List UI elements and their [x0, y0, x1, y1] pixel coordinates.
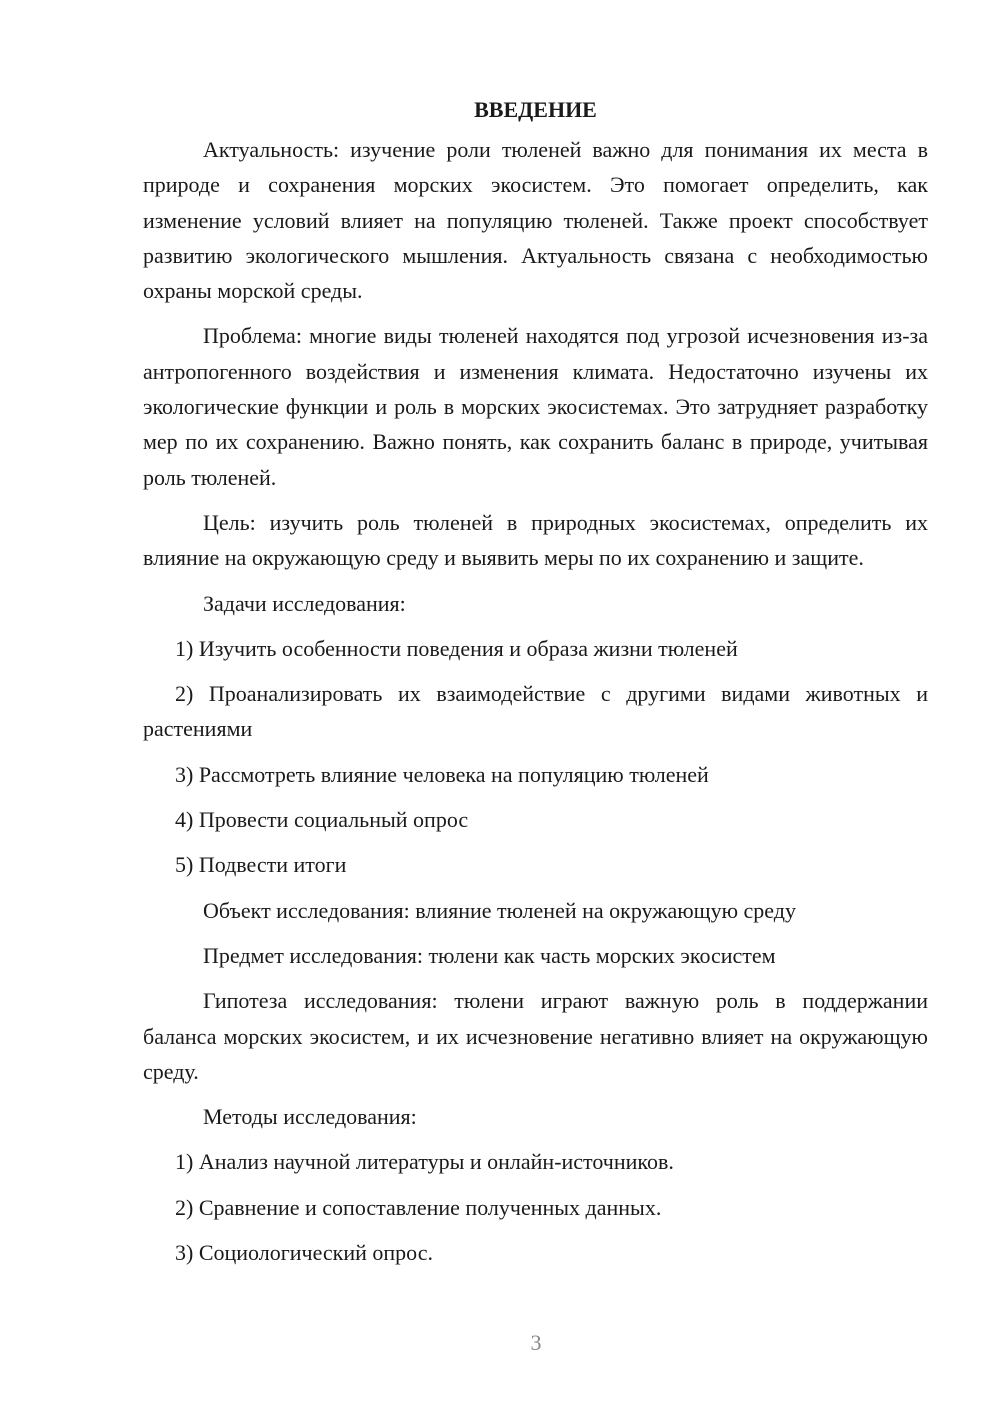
method-item: 1) Анализ научной литературы и онлайн-источников. [175, 1149, 674, 1175]
page-number: 3 [530, 1330, 542, 1355]
task-item: 1) Изучить особенности поведения и образа жизни тюленей [175, 635, 738, 661]
document-page [143, 92, 928, 1280]
task-item: 4) Провести социальный опрос [175, 807, 469, 833]
goal-paragraph: Цель: изучить роль тюленей в природных экосистемах, определить их влияние на окружающую среду и выявить меры по их сохранению и защите. [143, 509, 928, 571]
task-item: 3) Рассмотреть влияние человека на популяцию тюленей [175, 761, 709, 787]
problem-paragraph: Проблема: многие виды тюленей находятся под угрозой исчезновения из-за антропогенного воздействия и изменения климата. Недостаточно изучены их экологические функции и роль в морских экосистемах. Это затрудняет разработку мер по их сохранению. Важно понять, как сохранить баланс в природе, учитывая роль тюленей. [143, 323, 928, 490]
research-subject: Предмет исследования: тюлени как часть морских экосистем [203, 942, 776, 968]
tasks-heading: Задачи исследования: [203, 590, 406, 616]
section-title: ВВЕДЕНИЕ [474, 97, 597, 122]
research-object: Объект исследования: влияние тюленей на окружающую среду [203, 897, 796, 923]
method-item: 3) Социологический опрос. [175, 1240, 433, 1266]
hypothesis-paragraph: Гипотеза исследования: тюлени играют важную роль в поддержании баланса морских экосистем, и их исчезновение негативно влияет на окружающую среду. [143, 988, 928, 1084]
task-item: 5) Подвести итоги [175, 852, 347, 878]
task-item: 2) Проанализировать их взаимодействие с другими видами животных и растениями [143, 681, 928, 742]
relevance-paragraph: Актуальность: изучение роли тюленей важно для понимания их места в природе и сохранения морских экосистем. Это помогает определить, как изменение условий влияет на популяцию тюленей. Также проект способствует развитию экологического мышления. Актуальность связана с необходимостью охраны морской среды. [143, 137, 928, 304]
methods-heading: Методы исследования: [203, 1104, 417, 1130]
method-item: 2) Сравнение и сопоставление полученных данных. [175, 1194, 662, 1220]
